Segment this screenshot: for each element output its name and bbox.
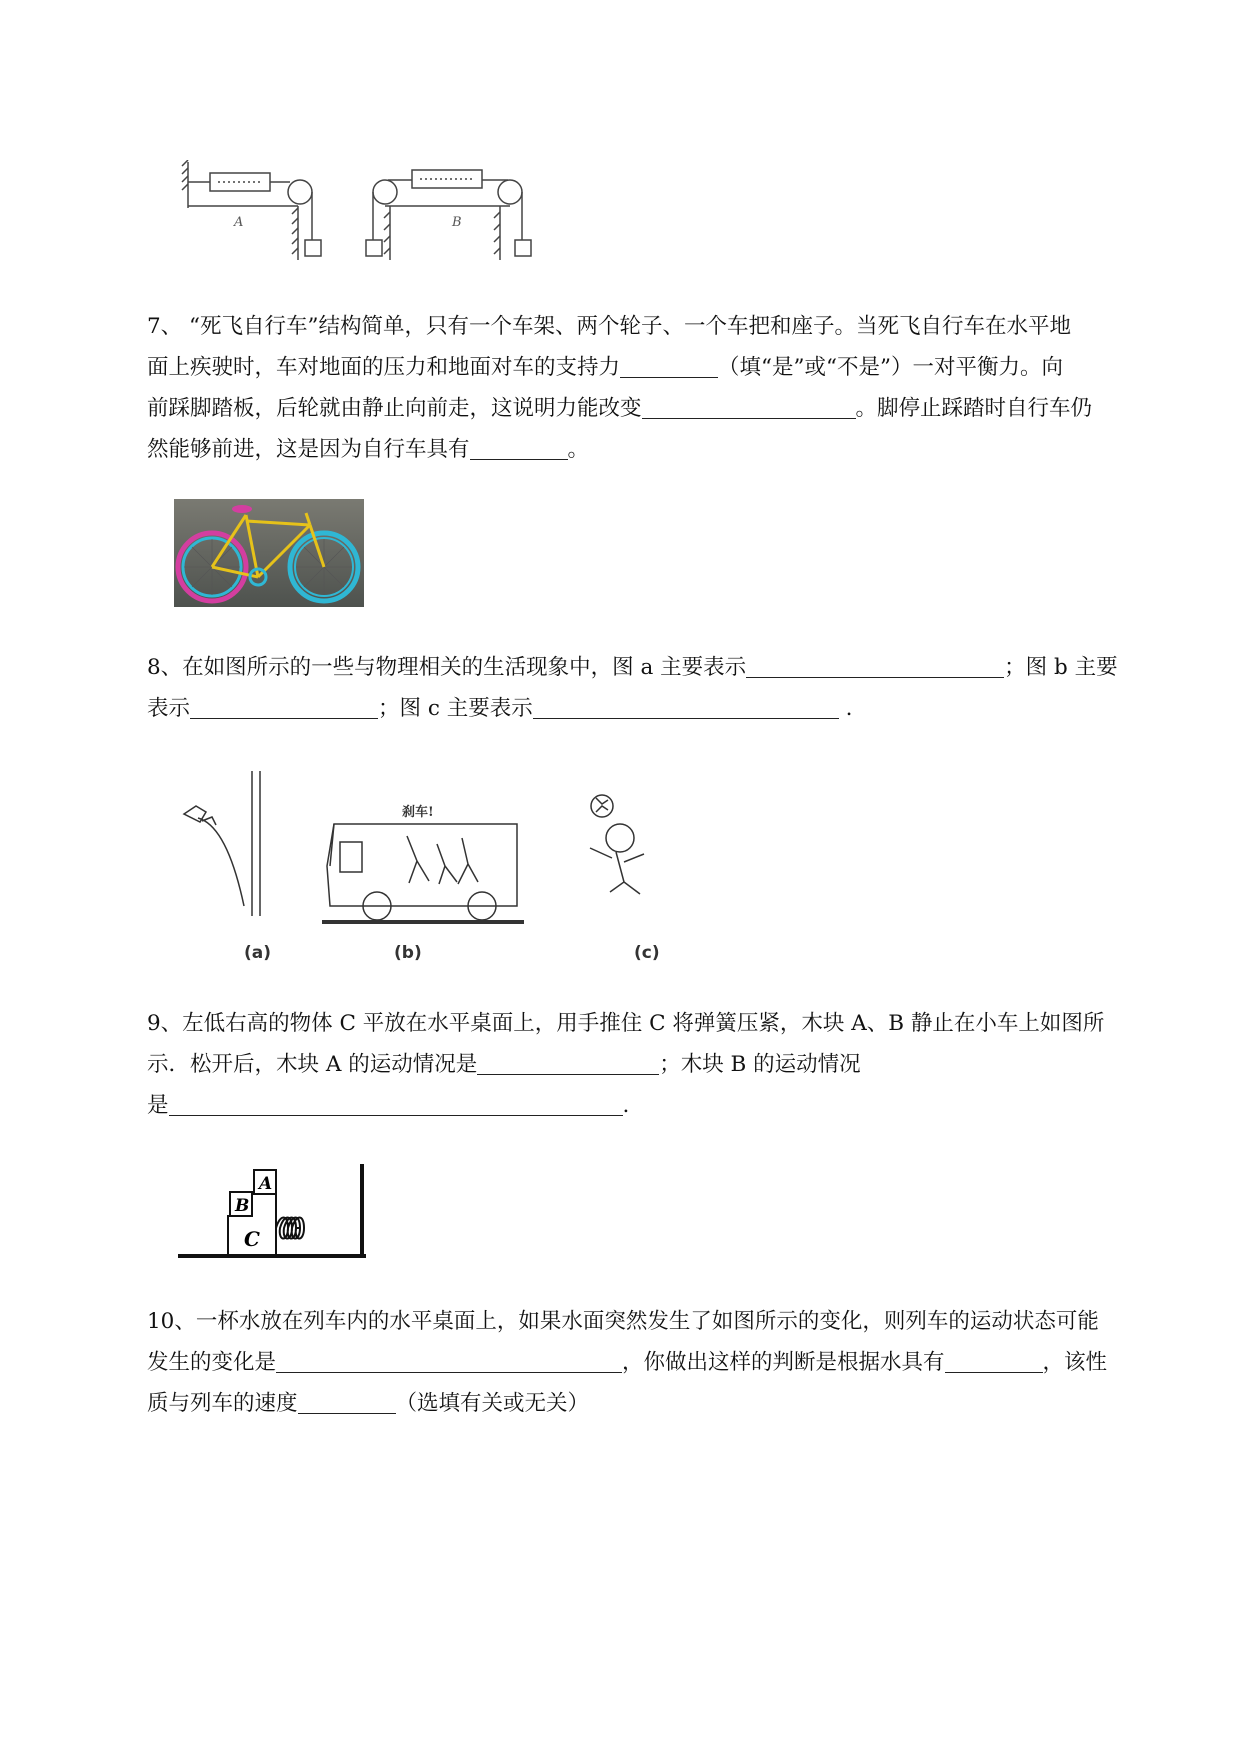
q9-text: 示．松开后，木块 A 的运动情况是 [147,1052,478,1077]
q8-text: 表示 [147,696,191,721]
caption-b: (b) [394,943,422,963]
caption-a: (a) [244,943,272,963]
q7-text: 前踩脚踏板，后轮就由静止向前走，这说明力能改变 [147,396,642,421]
answer-blank[interactable] [477,1050,659,1075]
q10-text: ，你做出这样的判断是根据水具有 [622,1350,945,1375]
answer-blank[interactable] [190,694,378,719]
q8-text: 8、在如图所示的一些与物理相关的生活现象中，图 a 主要表示 [147,655,747,680]
caption-c: (c) [634,943,660,963]
answer-blank[interactable] [533,694,839,719]
q10-text: 质与列车的速度 [147,1391,298,1416]
question-8 [147,647,1147,729]
q7-text: （填“是”或“不是”）一对平衡力。向 [718,355,1063,380]
answer-blank[interactable] [169,1091,623,1116]
question-9 [147,1003,1147,1126]
answer-blank[interactable] [298,1389,396,1414]
q9-text: ；木块 B 的运动情况 [659,1052,861,1077]
answer-blank[interactable] [642,394,856,419]
q7-text: 面上疾驶时，车对地面的压力和地面对车的支持力 [147,355,621,380]
q9-text: 是 [147,1093,169,1118]
answer-blank[interactable] [276,1348,622,1373]
physics-phenomena-figure [172,766,692,966]
label-b: B [452,215,462,230]
label-a: A [234,215,244,230]
answer-blank[interactable] [746,653,1004,678]
q8-text: ；图 b 主要 [1004,655,1118,680]
brake-text: 刹车! [402,805,434,820]
answer-blank[interactable] [620,353,718,378]
block-b-label: B [235,1196,250,1216]
q7-text: 。 [567,437,590,462]
block-a-label: A [259,1174,273,1194]
q7-text: 然能够前进，这是因为自行车具有 [147,437,470,462]
q7-line1: 7、 “死飞自行车”结构简单，只有一个车架、两个轮子、一个车把和座子。当死飞自行车在水平地 [147,314,1072,339]
q10-text: 发生的变化是 [147,1350,277,1375]
q9-text: . [622,1093,630,1118]
answer-blank[interactable] [470,435,568,460]
answer-blank[interactable] [945,1348,1043,1373]
question-10 [147,1301,1147,1424]
q10-text: （选填有关或无关） [395,1391,590,1416]
q8-text: ；图 c 主要表示 [378,696,533,721]
q10-text: ，该性 [1042,1350,1108,1375]
question-7 [147,306,1147,470]
q7-text: 。脚停止踩踏时自行车仍 [855,396,1093,421]
q8-text: . [838,696,853,721]
spring-scale-figure [180,160,550,265]
block-c-label: C [244,1227,260,1251]
bicycle-image [174,499,364,607]
q9-text: 9、左低右高的物体 C 平放在水平桌面上，用手推住 C 将弹簧压紧，木块 A、B 静止在小车上如图所 [147,1011,1105,1036]
q10-text: 10、一杯水放在列车内的水平桌面上，如果水面突然发生了如图所示的变化，则列车的运动状态可能 [147,1309,1099,1334]
blocks-spring-figure [176,1160,376,1264]
